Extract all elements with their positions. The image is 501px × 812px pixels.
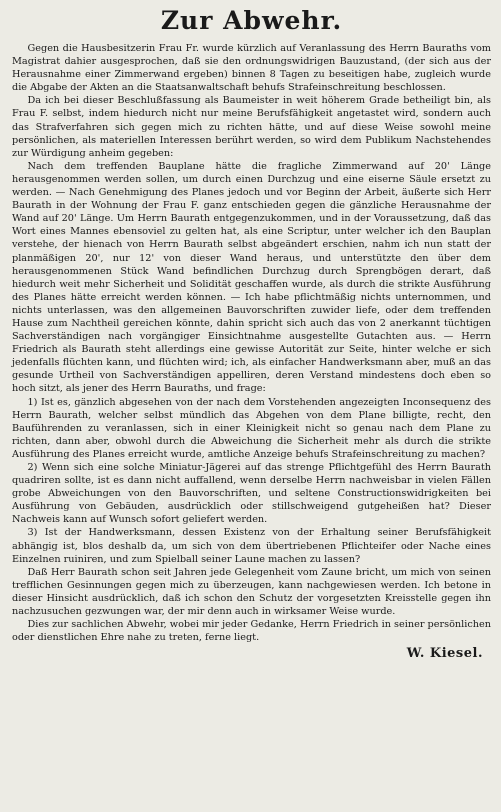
paragraph: Dies zur sachlichen Abwehr, wobei mir jeder Gedanke, Herrn Friedrich in seiner persönlichen oder dienstlichen Ehre nahe zu treten, ferne liegt. bbox=[12, 619, 491, 644]
paragraph: Nach dem treffenden Bauplane hätte die fragliche Zimmerwand auf 20' Länge herausgenommen werden sollen, um durch einen Durchzug und eine eiserne Säule ersetzt zu werden. — Nach Genehmigung des Planes jedoch und vor Beginn der Arbeit, äußerte sich Herr Baurath in der Wohnung der Frau F. ganz entschieden gegen die gänzliche Herausnahme der Wand auf 20' Länge. Um Herrn Baurath entgegenzukommen, und in der Voraussetzung, daß das Wort eines Mannes ebensoviel zu gelten hat, als eine Scriptur, unter welcher ich den Bauplan verstehe, der hienach von Herrn Baurath selbst abgeändert erschien, nahm ich nun statt der planmäßigen 20', nur 12' von dieser Wand heraus, und unterstützte den über dem herausgenommenen Stück Wand befindlichen Durchzug durch Sprengbögen derart, daß hiedurch weit mehr Sicherheit und Solidität geschaffen wurde, als durch die strikte Ausführung des Planes hätte erreicht werden können. — Ich habe pflichtmäßig nichts unternommen, und nichts unterlassen, was den allgemeinen Bauvorschriften zuwider liefe, oder dem treffenden Hause zum Nachtheil gereichen könnte, dahin spricht sich auch das von 2 anerkannt tüchtigen Sachverständigen nach vorgängiger Einsichtnahme ausgestellte Gutachten aus. — Herrn Friedrich als Baurath steht allerdings eine gewisse Autorität zur Seite, hinter welche er sich jedenfalls flüchten kann, und flüchten wird; ich, als einfacher Handwerksmann aber, muß an das gesunde Urtheil von Sachverständigen appelliren, deren Verstand mindestens doch eben so hoch sitzt, als jener des Herrn Bauraths, und frage: bbox=[12, 160, 491, 395]
article-body bbox=[12, 42, 491, 644]
paragraph: 3) Ist der Handwerksmann, dessen Existenz von der Erhaltung seiner Berufsfähigkeit abhängig ist, blos deshalb da, um sich von dem übertriebenen Pflichteifer oder Nache eines Einzelnen ruiniren, und zum Spielball seiner Laune machen zu lassen? bbox=[12, 527, 491, 565]
author-signature: W. Kiesel. bbox=[406, 646, 483, 662]
paragraph: 1) Ist es, gänzlich abgesehen von der nach dem Vorstehenden angezeigten Inconsequenz des Herrn Baurath, welcher selbst mündlich das Abgehen von dem Plane billigte, recht, den Bauführenden zu veranlassen, sich in einer Kleinigkeit nicht so genau nach dem Plane zu richten, dann aber, obwohl durch die Abweichung die Sicherheit mehr als durch die strikte Ausführung des Planes erreicht wurde, amtliche Anzeige behufs Strafeinschreitung zu machen? bbox=[12, 396, 491, 460]
paragraph: Gegen die Hausbesitzerin Frau Fr. wurde kürzlich auf Veranlassung des Herrn Bauraths vom Magistrat dahier ausgesprochen, daß sie den ordnungswidrigen Bauzustand, (der sich aus der Herausnahme einer Zimmerwand ergeben) binnen 8 Tagen zu beseitigen habe, zugleich wurde die Abgabe der Akten an die Staatsanwaltschaft behufs Strafeinschreitung beschlossen. bbox=[12, 43, 491, 94]
paragraph: Daß Herr Baurath schon seit Jahren jede Gelegenheit vom Zaune bricht, um mich von seinen trefflichen Gesinnungen gegen mich zu überzeugen, kann nachgewiesen werden. Ich betone in dieser Hinsicht ausdrücklich, daß ich schon den Schutz der vorgesetzten Kreisstelle gegen ihn nachzusuchen gezwungen war, der mir denn auch in wirksamer Weise wurde. bbox=[12, 566, 491, 618]
article-title: Zur Abwehr. bbox=[160, 6, 343, 35]
paragraph: Da ich bei dieser Beschlußfassung als Baumeister in weit höherem Grade betheiligt bin, als Frau F. selbst, indem hiedurch nicht nur meine Berufsfähigkeit angetastet wird, sondern auch das Strafverfahren sich gegen mich zu richten hätte, und auf diese Weise sowohl meine persönlichen, als materiellen Interessen berührt werden, so wird dem Publikum Nachstehendes zur Würdigung anheim gegeben: bbox=[12, 95, 491, 159]
paragraph: 2) Wenn sich eine solche Miniatur-Jägerei auf das strenge Pflichtgefühl des Herrn Baurath quadriren sollte, ist es dann nicht auffallend, wenn derselbe Herrn nachweisbar in vielen Fällen grobe Abweichungen von den Bauvorschriften, und seltene Constructionswidrigkeiten bei Ausführung von Gebäuden, ausdrücklich oder stillschweigend gutgeheißen hat? Dieser Nachweis kann auf Wunsch sofort geliefert werden. bbox=[12, 462, 491, 526]
